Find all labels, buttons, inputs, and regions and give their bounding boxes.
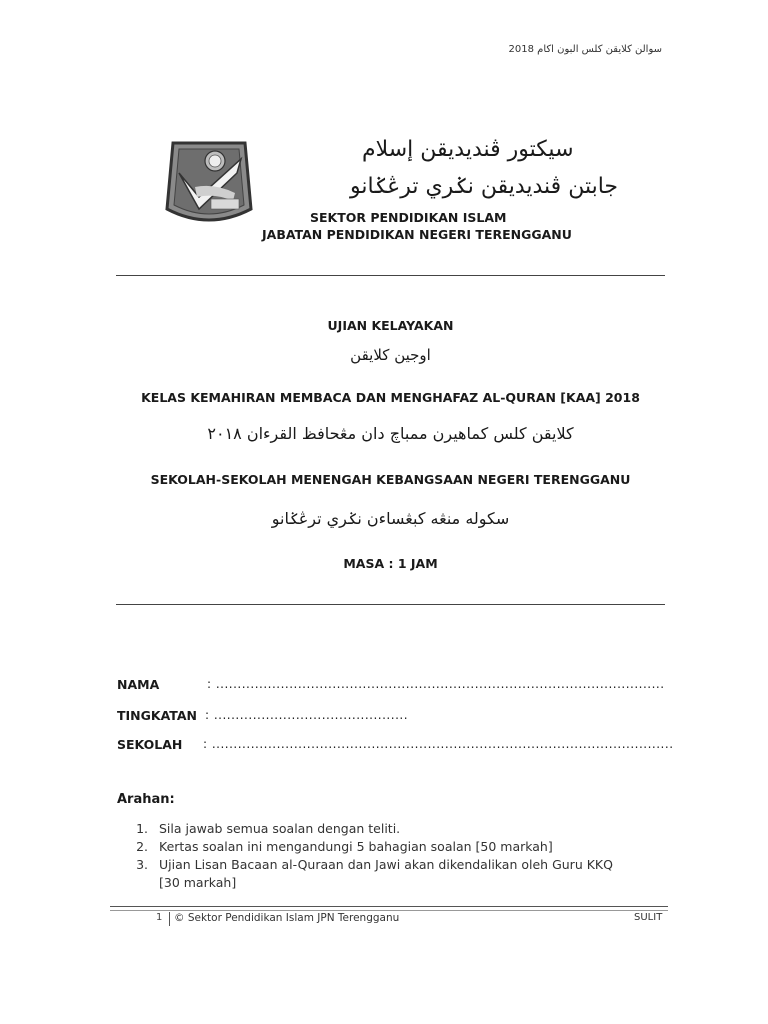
footer-separator <box>169 912 170 926</box>
instruction-item: Sila jawab semua soalan dengan teliti. <box>159 821 401 836</box>
school-title-jawi: سكوله منڠه كبڠساءن نݢري ترڠݢانو <box>271 509 510 528</box>
school-field[interactable]: : ........................................................................................................... <box>203 737 674 751</box>
org-name-line-2: JABATAN PENDIDIKAN NEGERI TERENGGANU <box>262 227 572 242</box>
class-title-jawi: كلايقن كلس كماهيرن ممباچ دان مڠحافظ القرءان ٢٠١٨ <box>207 424 574 443</box>
form-level-label: TINGKATAN <box>117 708 197 723</box>
org-name-line-1: SEKTOR PENDIDIKAN ISLAM <box>310 210 507 225</box>
exam-title: UJIAN KELAYAKAN <box>327 318 454 333</box>
header-note: سوالن كلايقن كلس البون اكام 2018 <box>508 44 662 55</box>
instruction-number: 2. <box>136 839 148 854</box>
form-level-field[interactable]: : ............................................. <box>205 708 409 722</box>
class-title: KELAS KEMAHIRAN MEMBACA DAN MENGHAFAZ AL-QURAN [KAA] 2018 <box>141 390 640 405</box>
jpn-terengganu-logo-icon <box>165 139 253 227</box>
page-number: 1 <box>156 912 163 923</box>
instructions-heading: Arahan: <box>117 792 175 807</box>
footer-divider <box>110 906 668 911</box>
exam-duration: MASA : 1 JAM <box>343 556 438 571</box>
school-title: SEKOLAH-SEKOLAH MENENGAH KEBANGSAAN NEGERI TERENGGANU <box>150 472 631 487</box>
instruction-item: Ujian Lisan Bacaan al-Quraan dan Jawi akan dikendalikan oleh Guru KKQ <box>159 857 613 872</box>
footer-copyright: © Sektor Pendidikan Islam JPN Terengganu <box>174 912 400 924</box>
footer-classification: SULIT <box>634 912 663 923</box>
exam-title-jawi: اوجين كلايقن <box>350 346 431 364</box>
name-label: NAMA <box>117 677 160 692</box>
instruction-number: 3. <box>136 857 148 872</box>
school-label: SEKOLAH <box>117 737 183 752</box>
instruction-number: 1. <box>136 821 148 836</box>
org-name-jawi-1: سيكتور ڤنديديقن إسلام <box>362 137 574 162</box>
name-field[interactable]: : ........................................................................................................ <box>207 677 665 691</box>
divider-middle <box>116 604 665 605</box>
instruction-item-continued: [30 markah] <box>159 875 237 890</box>
divider-top <box>116 275 665 276</box>
org-name-jawi-2: جابتن ڤنديديقن نݢري ترڠݢانو <box>350 174 619 199</box>
instruction-item: Kertas soalan ini mengandungi 5 bahagian soalan [50 markah] <box>159 839 553 854</box>
